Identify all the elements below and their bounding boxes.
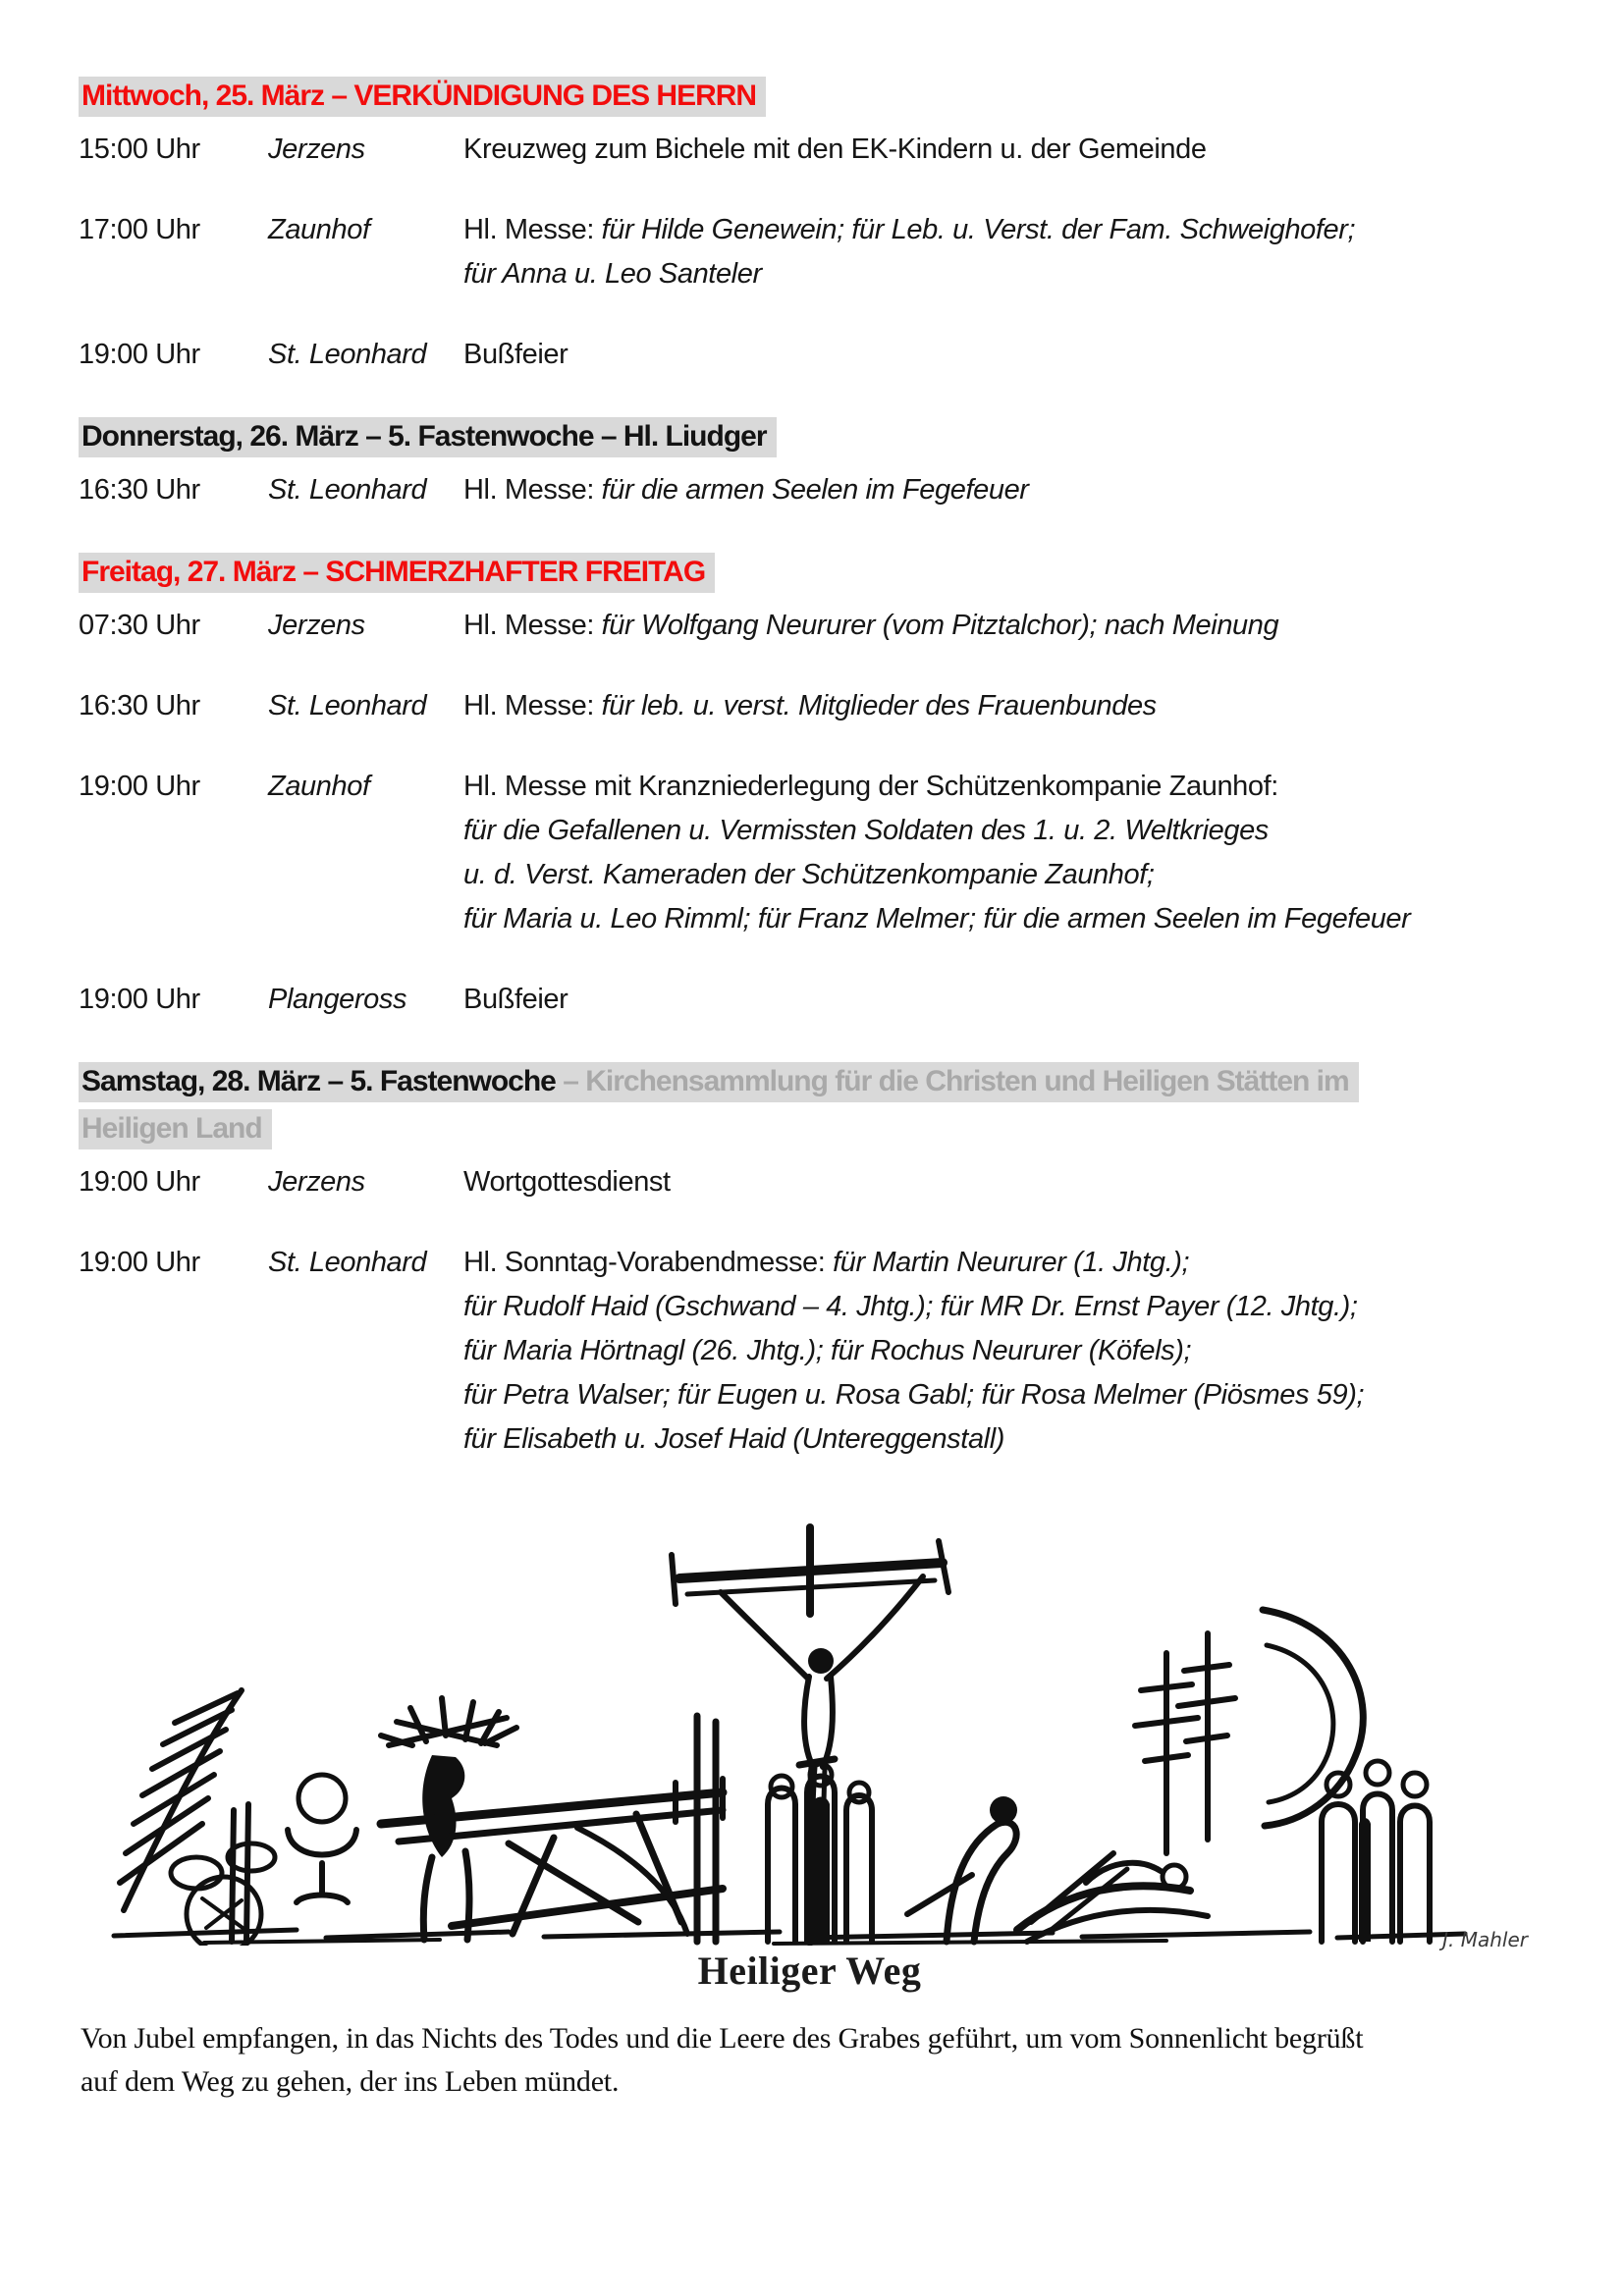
schedule-row xyxy=(79,1160,1541,1204)
schedule-row xyxy=(79,978,1541,1022)
service-text: Hl. Messe mit Kranzniederlegung der Schützenkompanie Zaunhof: xyxy=(463,771,1278,802)
place-cell: St. Leonhard xyxy=(268,690,427,721)
place-cell: Zaunhof xyxy=(268,214,370,245)
description-cell xyxy=(463,684,1541,728)
description-line xyxy=(463,897,1541,941)
schedule-row xyxy=(79,208,1541,296)
description-line xyxy=(463,1241,1541,1285)
description-line xyxy=(463,252,1541,296)
description-line xyxy=(463,604,1541,648)
day-header-text xyxy=(79,417,777,457)
day-header xyxy=(79,413,1541,460)
day-header-text xyxy=(79,1062,1359,1149)
time-cell: 17:00 Uhr xyxy=(79,214,200,245)
description-cell xyxy=(463,1160,1541,1204)
place-cell: St. Leonhard xyxy=(268,1247,427,1278)
mass-intention-text: für die armen Seelen im Fegefeuer xyxy=(601,474,1029,506)
mass-intention-text: u. d. Verst. Kameraden der Schützenkompanie Zaunhof; xyxy=(463,859,1155,890)
description-line xyxy=(463,208,1541,252)
mass-intention-text: für Rudolf Haid (Gschwand – 4. Jhtg.); für MR Dr. Ernst Payer (12. Jhtg.); xyxy=(463,1291,1358,1322)
day-header xyxy=(79,1058,1541,1152)
schedule-row xyxy=(79,333,1541,377)
mass-intention-text: für Hilde Genewein; für Leb. u. Verst. der Fam. Schweighofer; xyxy=(601,214,1356,245)
schedule xyxy=(79,73,1541,1462)
schedule-section xyxy=(79,73,1541,377)
description-line xyxy=(463,468,1541,512)
schedule-row xyxy=(79,1241,1541,1462)
time-cell: 19:00 Uhr xyxy=(79,984,200,1015)
figure-caption-line: auf dem Weg zu gehen, der ins Leben mündet. xyxy=(81,2065,620,2098)
mass-intention-text: für Maria u. Leo Rimml; für Franz Melmer; für die armen Seelen im Fegefeuer xyxy=(463,903,1411,934)
place-cell: Zaunhof xyxy=(268,771,370,802)
service-text: Bußfeier xyxy=(463,984,568,1015)
day-header-segment: – Kirchensammlung für die Christen und Heiligen Stätten im xyxy=(563,1065,1349,1097)
place-cell: St. Leonhard xyxy=(268,474,427,506)
figure-caption-line: Von Jubel empfangen, in das Nichts des Todes und die Leere des Grabes geführt, um vom Sonnenlicht begrüßt xyxy=(81,2022,1364,2055)
day-header-segment: Donnerstag, 26. März – 5. Fastenwoche – Hl. Liudger xyxy=(81,420,767,453)
service-text: Hl. Messe: xyxy=(463,214,602,245)
place-cell: Jerzens xyxy=(268,133,365,165)
mass-intention-text: für leb. u. verst. Mitglieder des Frauenbundes xyxy=(601,690,1157,721)
time-cell: 19:00 Uhr xyxy=(79,1247,200,1278)
mass-intention-text: für Elisabeth u. Josef Haid (Untereggenstall) xyxy=(463,1423,1005,1455)
place-cell: Plangeross xyxy=(268,984,407,1015)
day-header-segment: Freitag, 27. März – SCHMERZHAFTER FREITAG xyxy=(81,556,706,588)
description-line xyxy=(463,978,1541,1022)
schedule-row xyxy=(79,468,1541,512)
day-header-segment: Samstag, 28. März – 5. Fastenwoche xyxy=(81,1065,564,1097)
artist-signature: J. Mahler xyxy=(1442,1928,1528,1951)
time-cell: 19:00 Uhr xyxy=(79,1166,200,1198)
service-text: Hl. Messe: xyxy=(463,690,602,721)
mass-intention-text: für Maria Hörtnagl (26. Jhtg.); für Rochus Neururer (Köfels); xyxy=(463,1335,1192,1366)
description-line xyxy=(463,809,1541,853)
description-cell xyxy=(463,128,1541,172)
schedule-row xyxy=(79,684,1541,728)
schedule-section xyxy=(79,413,1541,512)
place-cell: St. Leonhard xyxy=(268,339,427,370)
time-cell: 15:00 Uhr xyxy=(79,133,200,165)
time-cell: 07:30 Uhr xyxy=(79,610,200,641)
mass-intention-text: für Anna u. Leo Santeler xyxy=(463,258,762,290)
description-line xyxy=(463,684,1541,728)
description-cell xyxy=(463,765,1541,941)
mass-intention-text: für Wolfgang Neururer (vom Pitztalchor); nach Meinung xyxy=(601,610,1279,641)
time-cell: 19:00 Uhr xyxy=(79,771,200,802)
mass-intention-text: für Petra Walser; für Eugen u. Rosa Gabl; für Rosa Melmer (Piösmes 59); xyxy=(463,1379,1365,1411)
description-line xyxy=(463,1160,1541,1204)
day-header-text xyxy=(79,77,766,117)
schedule-section xyxy=(79,1058,1541,1462)
description-line xyxy=(463,1373,1541,1417)
crucifixion-sketch xyxy=(86,1498,1579,1951)
schedule-section xyxy=(79,549,1541,1022)
description-cell xyxy=(463,468,1541,512)
day-header-segment: Mittwoch, 25. März – VERKÜNDIGUNG DES HERRN xyxy=(81,80,757,112)
place-cell: Jerzens xyxy=(268,610,365,641)
schedule-row xyxy=(79,765,1541,941)
schedule-row xyxy=(79,604,1541,648)
day-header-text xyxy=(79,553,715,593)
day-header xyxy=(79,549,1541,596)
description-cell xyxy=(463,1241,1541,1462)
service-text: Kreuzweg zum Bichele mit den EK-Kindern u. der Gemeinde xyxy=(463,133,1207,165)
place-cell: Jerzens xyxy=(268,1166,365,1198)
service-text: Bußfeier xyxy=(463,339,568,370)
service-text: Hl. Messe: xyxy=(463,610,602,641)
mass-intention-text: für Martin Neururer (1. Jhtg.); xyxy=(833,1247,1190,1278)
time-cell: 16:30 Uhr xyxy=(79,690,200,721)
description-cell xyxy=(463,333,1541,377)
mass-intention-text: für die Gefallenen u. Vermissten Soldaten des 1. u. 2. Weltkrieges xyxy=(463,815,1269,846)
description-line xyxy=(463,1417,1541,1462)
description-line xyxy=(463,853,1541,897)
day-header-segment: Heiligen Land xyxy=(81,1112,262,1145)
day-header xyxy=(79,73,1541,120)
description-line xyxy=(463,1285,1541,1329)
service-text: Hl. Sonntag-Vorabendmesse: xyxy=(463,1247,834,1278)
figure-caption xyxy=(81,2017,1541,2104)
description-cell xyxy=(463,978,1541,1022)
description-line xyxy=(463,1329,1541,1373)
description-cell xyxy=(463,604,1541,648)
description-line xyxy=(463,128,1541,172)
description-line xyxy=(463,333,1541,377)
time-cell: 19:00 Uhr xyxy=(79,339,200,370)
schedule-row xyxy=(79,128,1541,172)
time-cell: 16:30 Uhr xyxy=(79,474,200,506)
description-line xyxy=(463,765,1541,809)
crucifixion-illustration xyxy=(86,1498,1579,1946)
service-text: Wortgottesdienst xyxy=(463,1166,671,1198)
figure-title: Heiliger Weg xyxy=(697,1949,922,1993)
description-cell xyxy=(463,208,1541,296)
service-text: Hl. Messe: xyxy=(463,474,602,506)
